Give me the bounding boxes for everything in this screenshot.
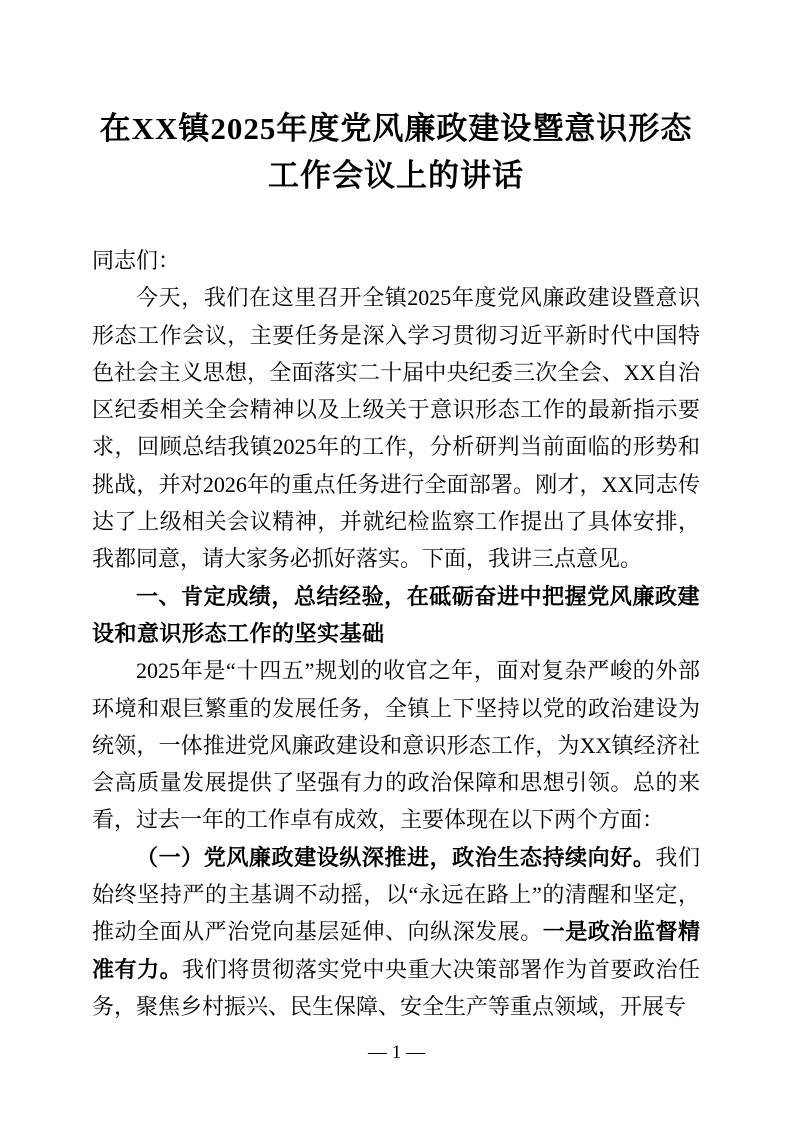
salutation: 同志们：	[92, 248, 181, 273]
document-title: 在XX镇2025年度党风廉政建设暨意识形态工作会议上的讲话	[99, 111, 693, 193]
paragraph-overview: 2025年是“十四五”规划的收官之年，面对复杂严峻的外部环境和艰巨繁重的发展任务，全镇上下坚持以党的政治建设为统领，一体推进党风廉政建设和意识形态工作，为XX镇经济社会高质量发展提供了坚强有力的政治保障和思想引领。总的来看，过去一年的工作卓有成效，主要体现在以下两个方面：	[92, 658, 700, 833]
paragraph-intro: 今天，我们在这里召开全镇2025年度党风廉政建设暨意识形态工作会议，主要任务是深入学习贯彻习近平新时代中国特色社会主义思想，全面落实二十届中央纪委三次全会、XX自治区纪委相关全会精神以及上级关于意识形态工作的最新指示要求，回顾总结我镇2025年的工作，分析研判当前面临的形势和挑战，并对2026年的重点任务进行全面部署。刚才，XX同志传达了上级相关会议精神，并就纪检监察工作提出了具体安排，我都同意，请大家务必抓好落实。下面，我讲三点意见。	[92, 285, 700, 572]
section-heading-1: 一、肯定成绩，总结经验，在砥砺奋进中把握党风廉政建设和意识形态工作的坚实基础	[92, 583, 700, 646]
page-number: — 1 —	[368, 1042, 425, 1063]
body-run: 我们始终坚持严的主基调不动摇，以“永远在路上”的清醒和坚定，推动全面从严治党向基层延伸、向纵深发展。	[92, 844, 700, 945]
paragraph-achievements	[92, 839, 700, 1025]
body-run: 我们将贯彻落实党中央重大决策部署作为首要政治任务，聚焦乡村振兴、民生保障、安全生产等重点领域，开展专	[92, 956, 700, 1019]
emphasis-run-bold: 一是政治监督精准有力。	[92, 919, 700, 982]
subheading-run-bold: （一）党风廉政建设纵深推进，政治生态持续向好。	[136, 844, 656, 870]
